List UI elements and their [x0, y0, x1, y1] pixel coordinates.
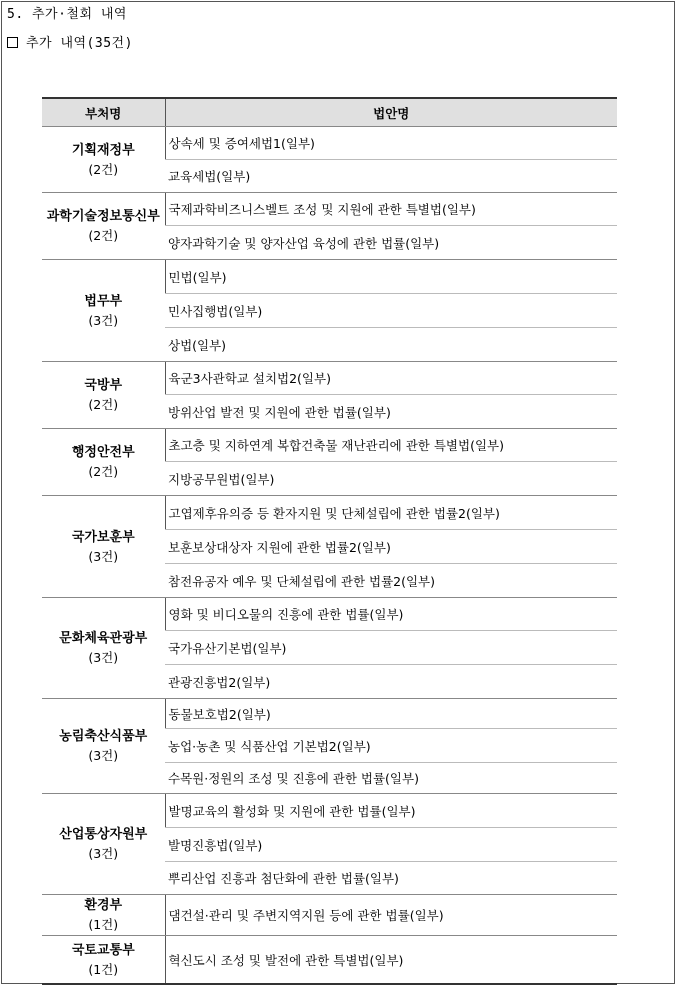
table-row: [42, 598, 617, 631]
department-cell: [42, 193, 165, 260]
bill-name-cell: 발명진흥법(일부): [165, 828, 617, 862]
table-row: [42, 193, 617, 226]
bill-name-cell: 관광진흥법2(일부): [165, 665, 617, 699]
section-title: 5. 추가·철회 내역: [7, 7, 127, 22]
bill-table: [42, 97, 617, 985]
department-cell: [42, 260, 165, 362]
bill-name-cell: 농업·농촌 및 식품산업 기본법2(일부): [165, 729, 617, 763]
department-count: (3건): [88, 312, 119, 328]
table-row: [42, 895, 617, 936]
table-row: [42, 260, 617, 294]
department-count: (1건): [88, 917, 119, 932]
department-name: 국가보훈부: [71, 529, 135, 545]
department-name: 행정안전부: [71, 445, 135, 460]
department-count: (2건): [88, 397, 119, 412]
table-row: [42, 362, 617, 395]
bill-name-cell: 영화 및 비디오물의 진흥에 관한 법률(일부): [165, 598, 617, 631]
bill-name-cell: 수목원·정원의 조성 및 진흥에 관한 법률(일부): [165, 763, 617, 794]
subsection-title: 추가 내역(35건): [26, 36, 133, 51]
bill-name-cell: 초고층 및 지하연계 복합건축물 재난관리에 관한 특별법(일부): [165, 429, 617, 462]
department-count: (3건): [88, 846, 119, 861]
bill-name-cell: 발명교육의 활성화 및 지원에 관한 법률(일부): [165, 794, 617, 828]
department-name: 산업통상자원부: [59, 827, 148, 842]
department-cell: [42, 699, 165, 794]
bill-name-cell: 지방공무원법(일부): [165, 462, 617, 496]
table-row: [42, 936, 617, 985]
department-count: (3건): [88, 748, 119, 763]
bill-name-cell: 참전유공자 예우 및 단체설립에 관한 법률2(일부): [165, 564, 617, 598]
department-count: (1건): [88, 961, 119, 977]
department-count: (2건): [88, 161, 119, 177]
bill-name-cell: 민법(일부): [165, 260, 617, 294]
department-cell: [42, 794, 165, 895]
department-cell: [42, 429, 165, 496]
department-cell: [42, 362, 165, 429]
bill-name-cell: 민사집행법(일부): [165, 294, 617, 328]
bill-name-cell: 뿌리산업 진흥과 첨단화에 관한 법률(일부): [165, 862, 617, 895]
bill-name-cell: 혁신도시 조성 및 발전에 관한 특별법(일부): [165, 936, 617, 985]
table-row: [42, 699, 617, 729]
department-name: 환경부: [84, 898, 123, 913]
department-cell: [42, 127, 165, 193]
bill-name-cell: 방위산업 발전 및 지원에 관한 법률(일부): [165, 395, 617, 429]
table-row: [42, 794, 617, 828]
subsection-heading: [7, 35, 133, 53]
header-department: 부처명: [42, 98, 165, 127]
department-cell: [42, 598, 165, 699]
table-body: [42, 127, 617, 985]
department-count: (3건): [88, 548, 119, 564]
department-count: (2건): [88, 464, 119, 479]
bill-name-cell: 고엽제후유의증 등 환자지원 및 단체설립에 관한 법률2(일부): [165, 496, 617, 530]
department-cell: [42, 895, 165, 936]
department-cell: [42, 936, 165, 985]
department-name: 국토교통부: [71, 942, 135, 958]
bill-name-cell: 보훈보상대상자 지원에 관한 법률2(일부): [165, 530, 617, 564]
bill-name-cell: 동물보호법2(일부): [165, 699, 617, 729]
department-name: 농림축산식품부: [59, 729, 148, 744]
bill-name-cell: 상법(일부): [165, 328, 617, 362]
table-row: [42, 127, 617, 160]
bill-name-cell: 국가유산기본법(일부): [165, 631, 617, 665]
department-cell: [42, 496, 165, 598]
checkbox-square-icon: [7, 37, 18, 48]
department-name: 기획재정부: [71, 142, 135, 158]
department-count: (2건): [88, 228, 119, 243]
department-name: 문화체육관광부: [59, 631, 148, 646]
department-name: 국방부: [84, 378, 123, 393]
department-count: (3건): [88, 650, 119, 665]
bill-name-cell: 육군3사관학교 설치법2(일부): [165, 362, 617, 395]
bill-name-cell: 상속세 및 증여세법1(일부): [165, 127, 617, 160]
table-row: [42, 496, 617, 530]
header-bill: 법안명: [165, 98, 617, 127]
department-name: 과학기술정보통신부: [46, 209, 160, 224]
bill-name-cell: 국제과학비즈니스벨트 조성 및 지원에 관한 특별법(일부): [165, 193, 617, 226]
bill-name-cell: 양자과학기술 및 양자산업 육성에 관한 법률(일부): [165, 226, 617, 260]
table-header-row: [42, 98, 617, 127]
bill-name-cell: 댐건설·관리 및 주변지역지원 등에 관한 법률(일부): [165, 895, 617, 936]
bill-name-cell: 교육세법(일부): [165, 160, 617, 193]
department-name: 법무부: [84, 293, 123, 309]
table-row: [42, 429, 617, 462]
